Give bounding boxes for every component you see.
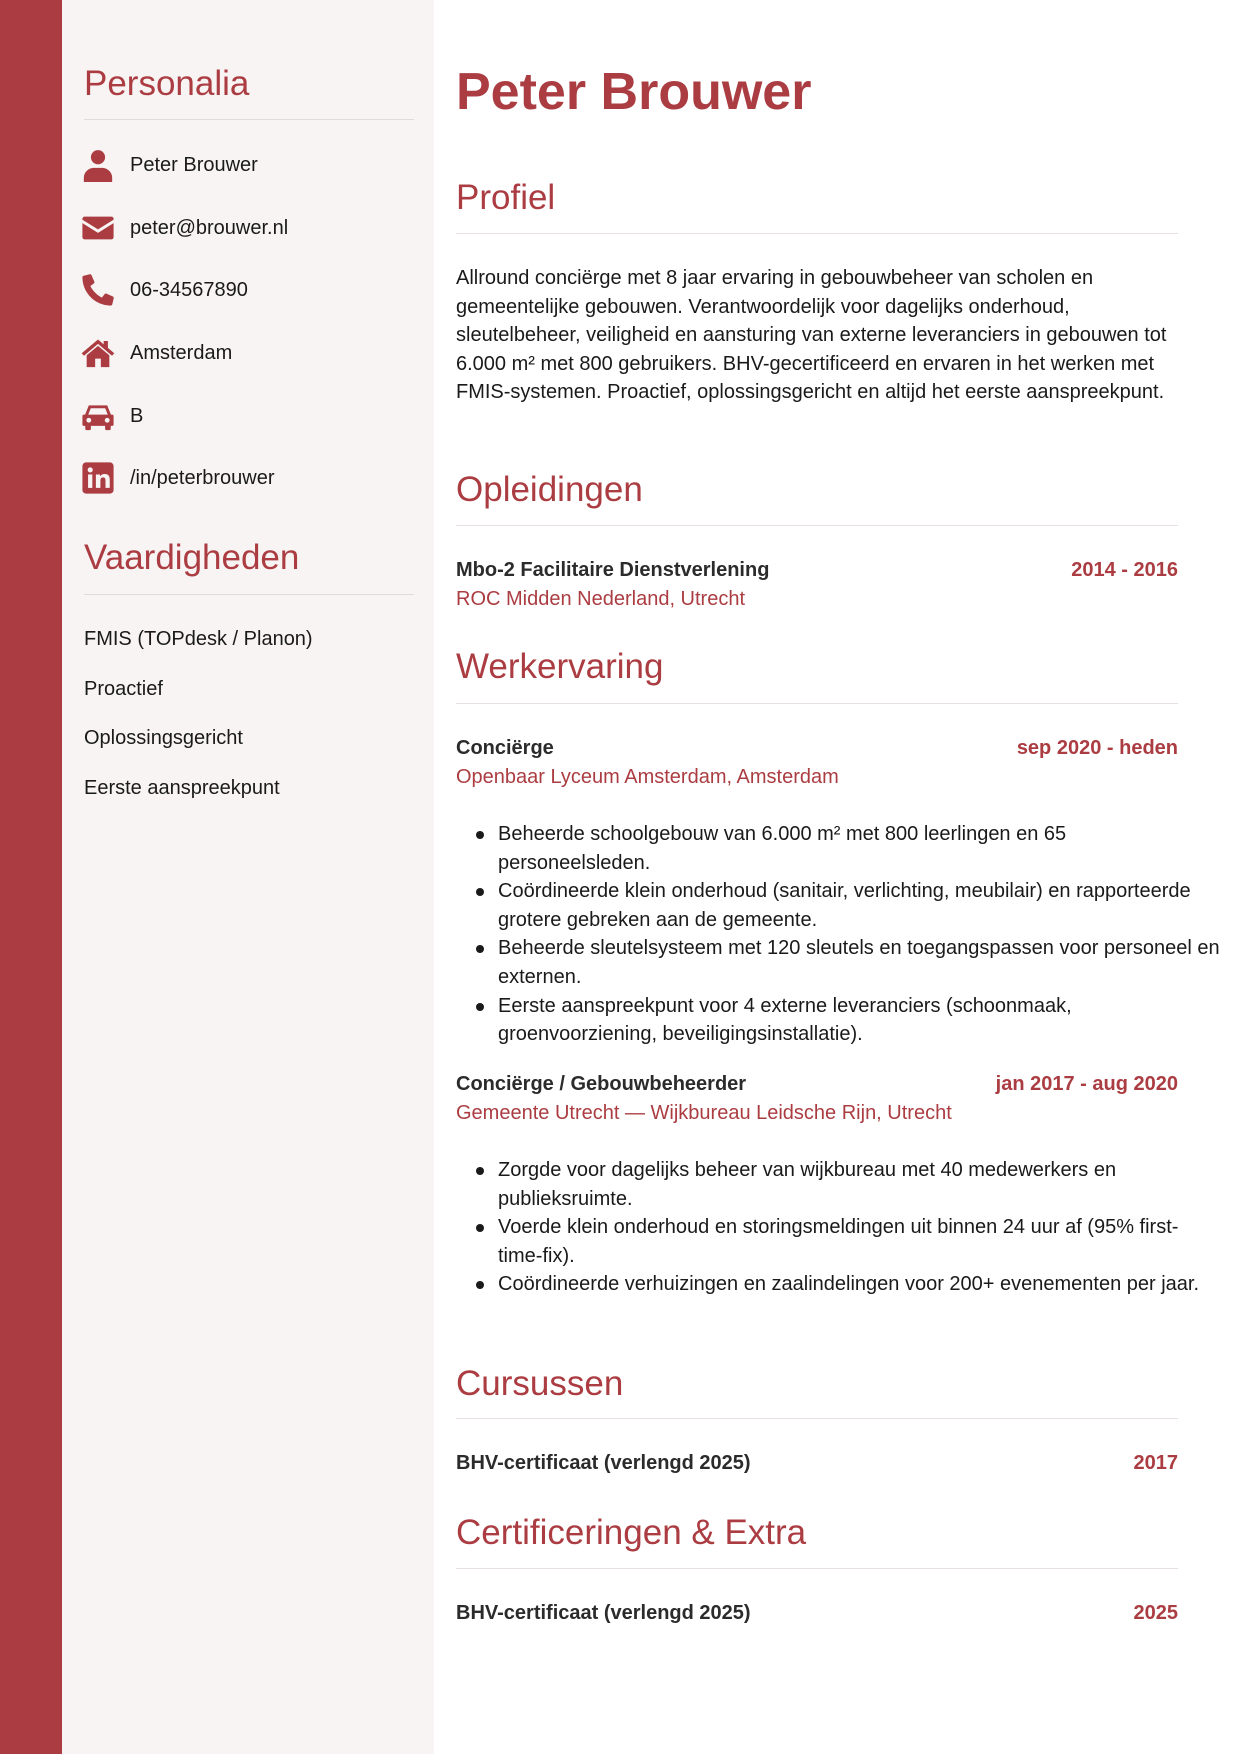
profile-text: Allround conciërge met 8 jaar ervaring in gebouwbeheer van scholen en gemeentelijke gebouwen. Verantwoordelijk voor dagelijks onderhoud, sleutelbeheer, veiligheid en aansturing van externe leveranciers in gebouwen tot 6.000 m² met 800 gebruikers. BHV-gecertificeerd en ervaren in het werken met FMIS-systemen. Proactief, oplossingsgericht en altijd het eerste aanspreekpunt. <box>456 267 1167 404</box>
bullet-item: Coördineerde klein onderhoud (sanitair, verlichting, meubilair) en rapporteerde grotere gebreken aan de gemeente. <box>498 877 1220 934</box>
job-title: Conciërge / Gebouwbeheerder <box>456 1073 747 1095</box>
job-date: sep 2020 - heden <box>1016 737 1178 759</box>
bullet-item: Beheerde sleutelsysteem met 120 sleutels en toegangspassen voor personeel en externen. <box>498 934 1220 991</box>
certification-entry <box>456 1602 1178 1625</box>
course-title: BHV-certificaat (verlengd 2025) <box>456 1452 751 1474</box>
contact-linkedin[interactable] <box>80 458 420 498</box>
contact-name-text: Peter Brouwer <box>130 153 258 176</box>
skills-divider <box>84 594 414 595</box>
experience-heading: Werkervaring <box>456 647 664 686</box>
courses-divider <box>456 1418 1178 1419</box>
phone-icon <box>80 272 116 308</box>
education-entry-header <box>456 559 1178 582</box>
home-icon <box>80 335 116 371</box>
contact-location <box>80 333 420 373</box>
job-date: jan 2017 - aug 2020 <box>995 1073 1178 1095</box>
sidebar <box>62 0 434 1754</box>
linkedin-icon <box>80 460 116 496</box>
skill-item: Oplossingsgericht <box>84 727 243 749</box>
profile-divider <box>456 233 1178 234</box>
job-entry-header <box>456 1073 1178 1096</box>
contact-license <box>80 396 420 436</box>
skill-item: Proactief <box>84 678 163 700</box>
course-entry <box>456 1452 1178 1475</box>
bullet-item: Zorgde voor dagelijks beheer van wijkbureau met 40 medewerkers en publieksruimte. <box>498 1156 1220 1213</box>
contact-phone-text[interactable]: 06-34567890 <box>130 278 248 301</box>
envelope-icon <box>80 210 116 246</box>
job-bullets <box>456 820 1220 1049</box>
bullet-item: Coördineerde verhuizingen en zaalindelingen voor 200+ evenementen per jaar. <box>498 1270 1220 1299</box>
education-heading: Opleidingen <box>456 470 643 509</box>
certifications-divider <box>456 1568 1178 1569</box>
job-employer: Gemeente Utrecht — Wijkbureau Leidsche Rijn, Utrecht <box>456 1102 952 1124</box>
contact-location-text: Amsterdam <box>130 341 233 364</box>
skills-heading: Vaardigheden <box>84 538 300 577</box>
bullet-item: Voerde klein onderhoud en storingsmeldingen uit binnen 24 uur af (95% first-time-fix). <box>498 1213 1220 1270</box>
contact-linkedin-text[interactable]: /in/peterbrouwer <box>130 466 275 489</box>
job-entry-header <box>456 737 1178 760</box>
education-institution: ROC Midden Nederland, Utrecht <box>456 588 746 610</box>
certification-title: BHV-certificaat (verlengd 2025) <box>456 1602 751 1624</box>
job-employer: Openbaar Lyceum Amsterdam, Amsterdam <box>456 766 839 788</box>
contact-email[interactable] <box>80 208 420 248</box>
car-icon <box>80 398 116 434</box>
contact-phone[interactable] <box>80 270 420 310</box>
candidate-name: Peter Brouwer <box>456 63 812 121</box>
contact-name <box>80 145 420 185</box>
courses-heading: Cursussen <box>456 1364 624 1403</box>
skill-item: Eerste aanspreekpunt <box>84 777 280 799</box>
personalia-divider <box>84 119 414 120</box>
education-date: 2014 - 2016 <box>1071 559 1178 581</box>
user-icon <box>80 147 116 183</box>
contact-license-text: B <box>130 404 144 427</box>
experience-divider <box>456 703 1178 704</box>
education-title: Mbo-2 Facilitaire Dienstverlening <box>456 559 770 581</box>
skill-item: FMIS (TOPdesk / Planon) <box>84 628 313 650</box>
bullet-item: Eerste aanspreekpunt voor 4 externe leveranciers (schoonmaak, groenvoorziening, beveiligingsinstallatie). <box>498 992 1220 1049</box>
job-bullets <box>456 1156 1220 1299</box>
course-date: 2017 <box>1133 1452 1178 1474</box>
certifications-heading: Certificeringen & Extra <box>456 1513 807 1552</box>
accent-bar <box>0 0 62 1754</box>
education-divider <box>456 525 1178 526</box>
personalia-heading: Personalia <box>84 64 250 103</box>
profile-heading: Profiel <box>456 178 556 217</box>
contact-email-text[interactable]: peter@brouwer.nl <box>130 216 289 239</box>
certification-date: 2025 <box>1133 1602 1178 1624</box>
bullet-item: Beheerde schoolgebouw van 6.000 m² met 800 leerlingen en 65 personeelsleden. <box>498 820 1220 877</box>
job-title: Conciërge <box>456 737 554 759</box>
